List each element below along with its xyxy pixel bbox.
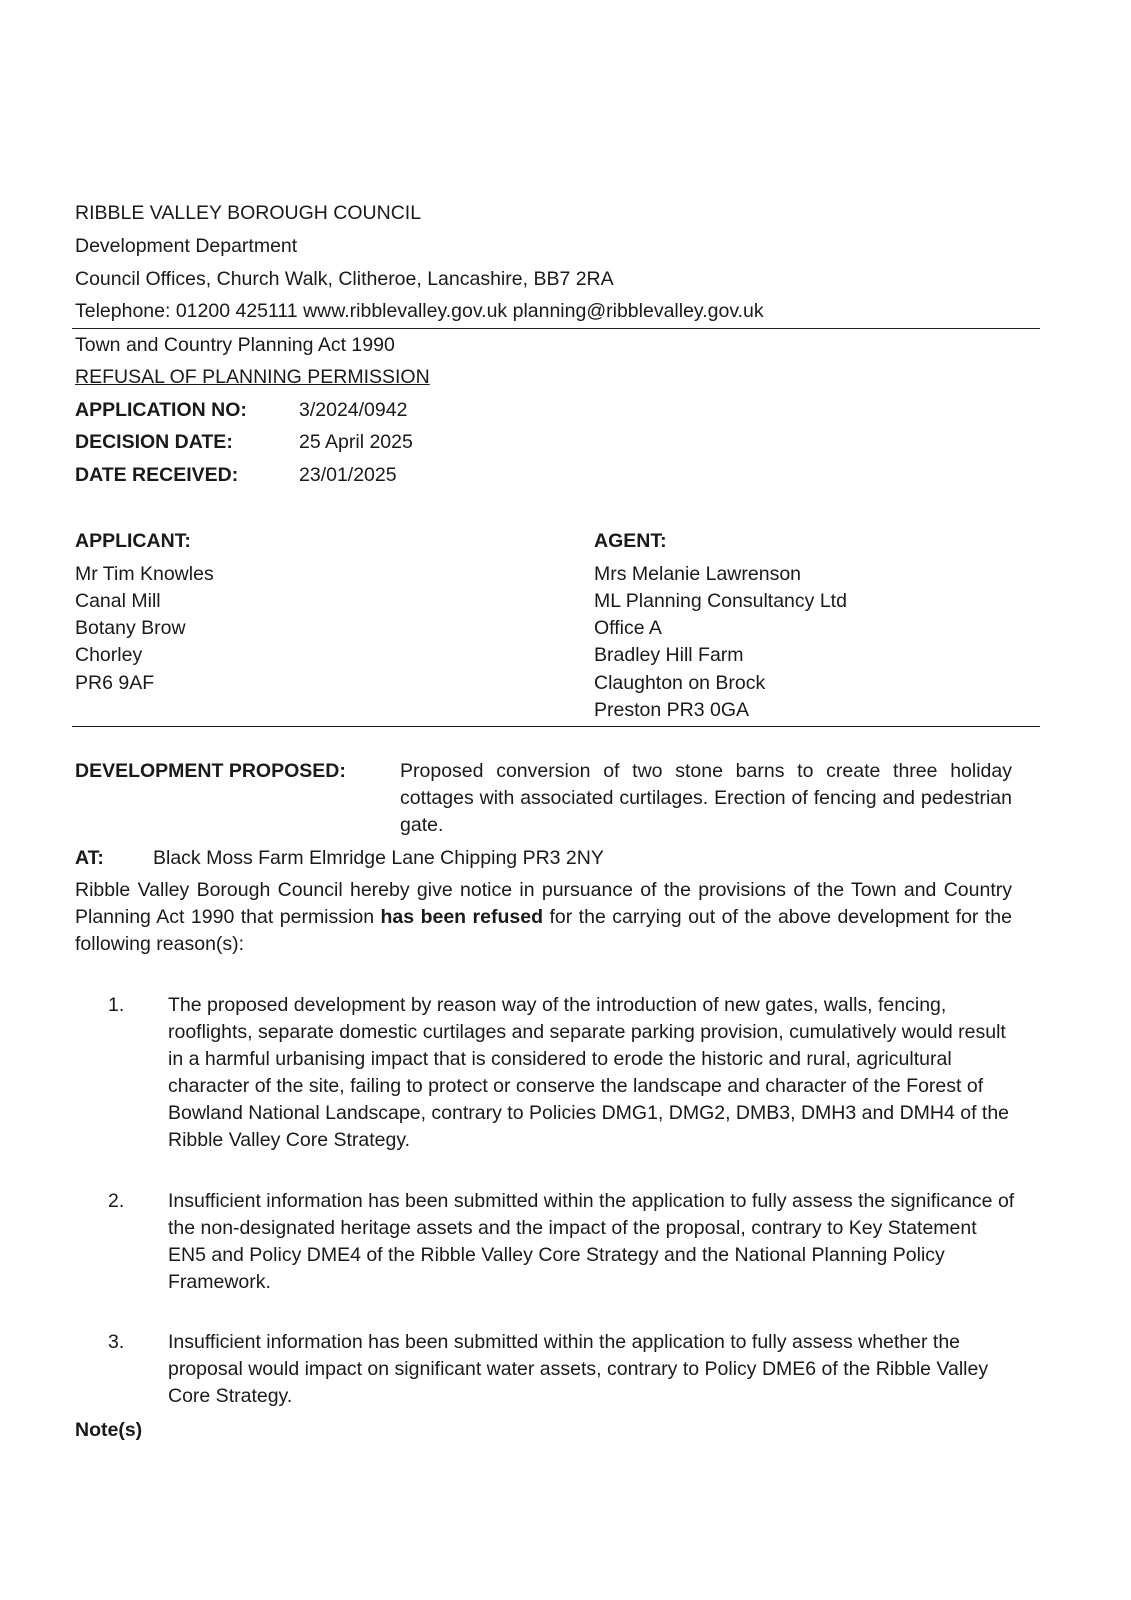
department-name: Development Department (75, 235, 298, 257)
applicant-line: Mr Tim Knowles (75, 563, 214, 585)
decision-outcome: has been refused (380, 906, 543, 928)
notice-type: REFUSAL OF PLANNING PERMISSION (75, 366, 430, 388)
agent-line: Bradley Hill Farm (594, 644, 744, 666)
parties-divider (72, 726, 1040, 727)
council-address: Council Offices, Church Walk, Clitheroe, Lancashire, BB7 2RA (75, 268, 614, 290)
applicant-line: Chorley (75, 644, 143, 666)
agent-line: Office A (594, 617, 662, 639)
application-no-label: APPLICATION NO: (75, 399, 247, 421)
council-contact: Telephone: 01200 425111 www.ribblevalley.gov.uk planning@ribblevalley.gov.uk (75, 300, 764, 322)
decision-intro-end: for the carrying out of the above development for the following reason(s): (75, 906, 1012, 955)
application-no-value: 3/2024/0942 (299, 399, 408, 421)
applicant-line: PR6 9AF (75, 672, 155, 694)
act-title: Town and Country Planning Act 1990 (75, 334, 395, 356)
date-received-value: 23/01/2025 (299, 464, 397, 486)
reason-number: 3. (108, 1331, 125, 1353)
council-name: RIBBLE VALLEY BOROUGH COUNCIL (75, 202, 422, 224)
applicant-heading: APPLICANT: (75, 530, 191, 552)
agent-line: ML Planning Consultancy Ltd (594, 590, 847, 612)
reason-text: Insufficient information has been submitted within the application to fully assess the significance of the non-designated heritage assets and the impact of the proposal, contrary to Key Statement EN5 and Policy DME4 of the Ribble Valley Core Strategy and the National Planning Policy Framework. (168, 1190, 1015, 1293)
agent-line: Preston PR3 0GA (594, 699, 749, 721)
decision-date-value: 25 April 2025 (299, 431, 413, 453)
header-divider (72, 328, 1040, 329)
agent-line: Mrs Melanie Lawrenson (594, 563, 802, 585)
reason-text: The proposed development by reason way of the introduction of new gates, walls, fencing, rooflights, separate domestic curtilages and separate parking provision, cumulatively would result in a harmful urbanising impact that is considered to erode the historic and rural, agricultural character of the site, failing to protect or conserve the landscape and character of the Forest of Bowland National Landscape, contrary to Policies DMG1, DMG2, DMB3, DMH3 and DMH4 of the Ribble Valley Core Strategy. (168, 994, 1010, 1151)
notes-heading: Note(s) (75, 1419, 143, 1441)
reason-number: 2. (108, 1190, 125, 1212)
decision-intro-start: Ribble Valley Borough Council hereby give notice in pursuance of the provisions of the Town and Country Planning Act 1990 that permission (75, 879, 1012, 928)
date-received-label: DATE RECEIVED: (75, 464, 239, 486)
agent-heading: AGENT: (594, 530, 667, 552)
agent-line: Claughton on Brock (594, 672, 766, 694)
site-address: Black Moss Farm Elmridge Lane Chipping PR3 2NY (153, 847, 604, 869)
applicant-line: Botany Brow (75, 617, 186, 639)
reason-number: 1. (108, 994, 125, 1016)
development-description: Proposed conversion of two stone barns to create three holiday cottages with associated curtilages. Erection of fencing and pedestrian gate. (400, 760, 1012, 836)
site-label: AT: (75, 847, 104, 869)
decision-date-label: DECISION DATE: (75, 431, 233, 453)
development-label: DEVELOPMENT PROPOSED: (75, 760, 346, 782)
reason-text: Insufficient information has been submitted within the application to fully assess whether the proposal would impact on significant water assets, contrary to Policy DME6 of the Ribble Valley Core Strategy. (168, 1331, 989, 1407)
decision-statement (75, 877, 1012, 958)
applicant-line: Canal Mill (75, 590, 161, 612)
